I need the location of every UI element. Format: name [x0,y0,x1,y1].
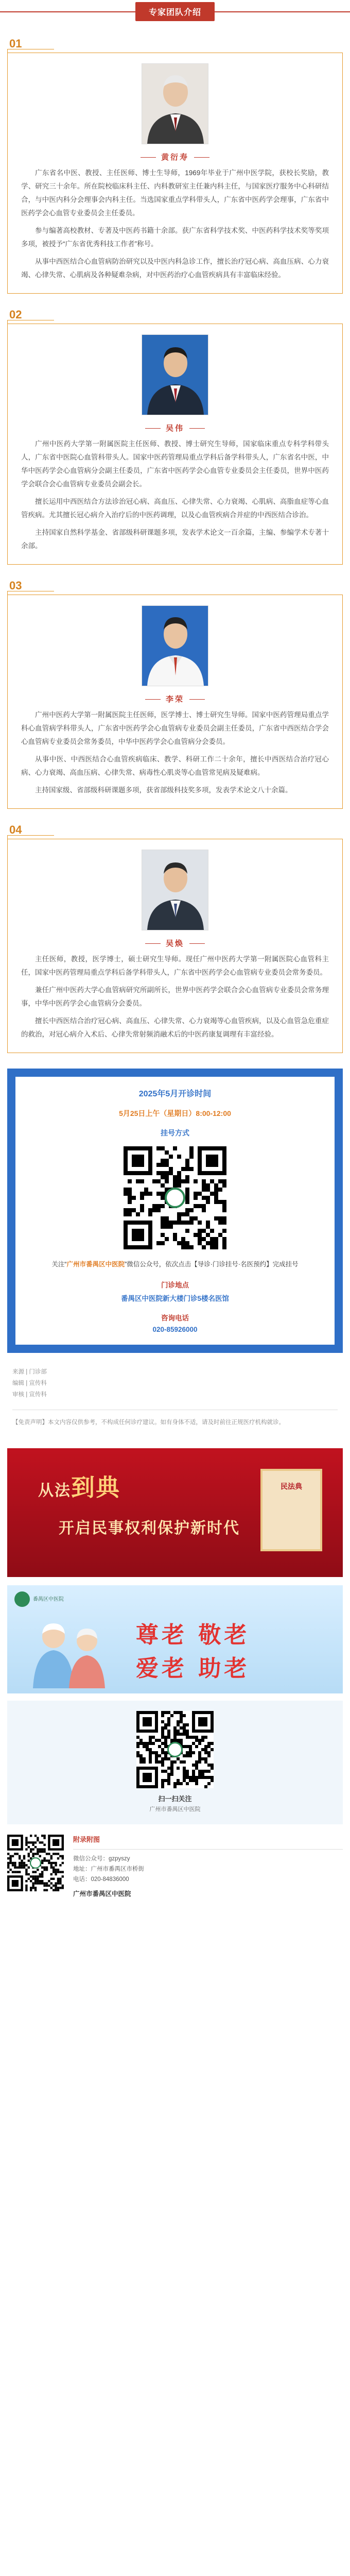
footer [7,1835,343,1899]
civil-code-banner[interactable] [7,1448,343,1577]
expert-name: 李荣 [165,695,184,704]
clinic-location: 番禺区中医院新大楼门诊5楼名医馆 [120,1295,229,1302]
expert-number: 03 [9,579,22,592]
expert-name-row [21,693,329,704]
expert-name: 吴焕 [165,939,184,948]
expert-frame [7,595,343,809]
follow-subtitle: 广州市番禺区中医院 [149,1806,201,1812]
book-title: 民法典 [281,1482,302,1490]
expert-photo [142,850,208,930]
bio-paragraph: 主持国家级、省部级科研课题多项，获省部级科技奖多项，发表学术论文八十余篇。 [35,786,292,794]
footer-line: 地址：广州市番禺区市桥街 [73,1866,144,1872]
expert-card [7,308,343,565]
schedule-date: 5月25日上午（星期日）8:00-12:00 [119,1109,231,1117]
civil-code-headline [38,1469,120,1503]
phone-label: 咨询电话 [161,1314,189,1322]
footer-qr-wrap [7,1835,64,1894]
headline-emphasis: 到典 [71,1473,120,1501]
expert-photo [142,605,208,686]
footer-info [64,1835,343,1899]
bio-paragraph: 主持国家自然科学基金、省部级科研课题多项，发表学术论文一百余篇，主编、参编学术专著十余部。 [21,529,329,550]
expert-bio [21,166,329,282]
expert-frame [7,324,343,565]
elderly-slogan-line: 爱老 助老 [136,1655,250,1682]
bio-paragraph: 擅长运用中西医结合方法诊治冠心病、高血压、心律失常、心力衰竭、心肌病、高脂血症等心血管疾病。尤其擅长冠心病介入治疗后的中医药调理，以及心血管疾病合并症的中西医结合诊治。 [21,498,329,519]
schedule-inner [15,1077,335,1345]
portrait-image [142,850,208,930]
instruction-prefix: 关注“ [51,1261,67,1268]
bio-paragraph: 广东省名中医、教授、主任医师、博士生导师，1969年毕业于广州中医学院，获校长奖励，教学、研究三十余年。所在院校临床科主任、内科教研室主任兼内科主任，与国家医疗服务中心科研结合，与中医内科分会理事会内科主任。当选国家重点学科带头人，广东省中医药学会理事，广东省中医药学会心血管专业委员会主任委员。 [21,169,329,217]
bio-paragraph: 参与编著高校教材、专著及中医药书籍十余部。获广东省科学技术奖、中医药科学技术奖等奖项多项，被授予“广东省优秀科技工作者”称号。 [21,227,329,248]
registration-instruction [26,1259,324,1270]
expert-frame [7,53,343,294]
footer-line: 电话：020-84836000 [73,1876,129,1883]
qr-code-image [124,1146,226,1249]
credit-line: 来源 | 门诊部 [12,1369,47,1375]
article-credits [12,1366,338,1400]
expert-name-row [21,422,329,433]
bio-paragraph: 擅长中西医结合治疗冠心病、高血压、心律失常、心力衰竭等心血管疾病，以及心血管急危重症的救治，对冠心病介入术后、心律失常射频消融术后的中医药康复调理有丰富经验。 [21,1017,329,1038]
expert-photo [142,63,208,144]
bio-paragraph: 主任医师，教授，医学博士，硕士研究生导师。现任广州中医药大学第一附属医院心血管科主任，国家中医药管理局重点学科后备学科带头人，广东省中医药学会心血管病专业委员会常务委员。 [21,955,329,976]
follow-qr-code[interactable] [136,1711,214,1788]
bio-paragraph: 广州中医药大学第一附属医院主任医师、教授、博士研究生导师，国家临床重点专科学科带头人，广东省中医院心血管科带头人。国家中医药管理局重点学科后备学科带头人，广东省名中医，中华中医药学会心血管病分会副主任委员，广东省中医药学会心血管专业委员会主任委员，世界中医药学会联合会心血管病专业委员会副会长。 [21,440,329,488]
bio-paragraph: 从事中西医结合心血管病防治研究以及中医内科急诊工作，擅长治疗冠心病、高血压病、心力衰竭、心律失常、心肌病及各种疑难杂病，对中医药治疗心血管疾病具有丰富临床经验。 [21,258,329,279]
instruction-suffix: ”微信公众号，依次点击【导诊·门诊挂号·名医预约】完成挂号 [125,1261,299,1268]
expert-bio [21,708,329,797]
banner-label: 专家团队介绍 [135,2,215,21]
footer-qr-code[interactable] [7,1835,64,1891]
footer-org: 广州市番禺区中医院 [73,1890,131,1897]
civil-code-slogan: 开启民事权利保护新时代 [59,1519,240,1537]
bio-paragraph: 广州中医药大学第一附属医院主任医师，医学博士、博士研究生导师。国家中医药管理局重点学科心血管病学科带头人，广东省中医药学会心血管病专业委员会副主任委员，广东省中西医结合学会心血管病专业委员会常务委员，中华中医药学会心血管病分会委员。 [21,711,329,745]
disclaimer: 【免责声明】本文内容仅供参考，不构成任何诊疗建议。如有身体不适，请及时前往正规医疗机构就诊。 [12,1419,285,1426]
hospital-logo-icon [14,1591,30,1607]
expert-name: 吴伟 [165,424,184,433]
schedule-card [7,1069,343,1353]
civil-code-book-icon [260,1469,322,1551]
headline-text: 从法 [38,1482,71,1500]
expert-name: 黄衍寿 [161,153,189,162]
instruction-account: 广州市番禺区中医院 [66,1261,125,1268]
expert-card [7,823,343,1053]
expert-name-row [21,938,329,948]
bio-paragraph: 兼任广州中医药大学心血管病研究所副所长，世界中医药学会联合会心血管病专业委员会常务理事，中华中医药学会心血管病分会委员。 [21,986,329,1007]
expert-number: 01 [9,37,22,50]
follow-label: 扫一扫关注 [158,1795,192,1803]
phone-number[interactable]: 020-85926000 [152,1326,198,1333]
divider [73,1849,343,1850]
expert-frame [7,839,343,1053]
footer-title: 附录附图 [73,1836,100,1843]
expert-bio [21,953,329,1041]
footer-line: 微信公众号：gzpyszy [73,1856,130,1862]
hospital-logo-text: 番禺区中医院 [33,1597,64,1602]
expert-name-row [21,151,329,162]
bottom-spacer [0,1899,350,1920]
section-banner [0,0,350,23]
bio-paragraph: 从事中医、中西医结合心血管疾病临床、教学、科研工作二十余年，擅长中西医结合治疗冠心病、心力衰竭、高血压病、心律失常、病毒性心肌炎等心血管常见病及疑难病。 [21,755,329,776]
portrait-image [142,606,208,686]
elderly-care-banner[interactable] [7,1585,343,1693]
credit-line: 审核 | 宣传科 [12,1392,47,1398]
clinic-location-label: 门诊地点 [161,1281,189,1289]
follow-section [7,1701,343,1824]
portrait-image [142,335,208,415]
expert-card [7,37,343,294]
registration-qr-code[interactable] [124,1146,226,1249]
schedule-title: 2025年5月开诊时间 [138,1090,212,1098]
credit-line: 编辑 | 宣传科 [12,1380,47,1386]
expert-card [7,579,343,809]
elderly-couple-illustration [23,1616,115,1688]
expert-bio [21,437,329,553]
expert-number: 02 [9,308,22,321]
expert-number: 04 [9,823,22,836]
registration-method-label: 挂号方式 [161,1129,189,1137]
expert-photo [142,334,208,415]
portrait-image [142,64,208,144]
elderly-slogan-line: 尊老 敬老 [136,1622,250,1648]
